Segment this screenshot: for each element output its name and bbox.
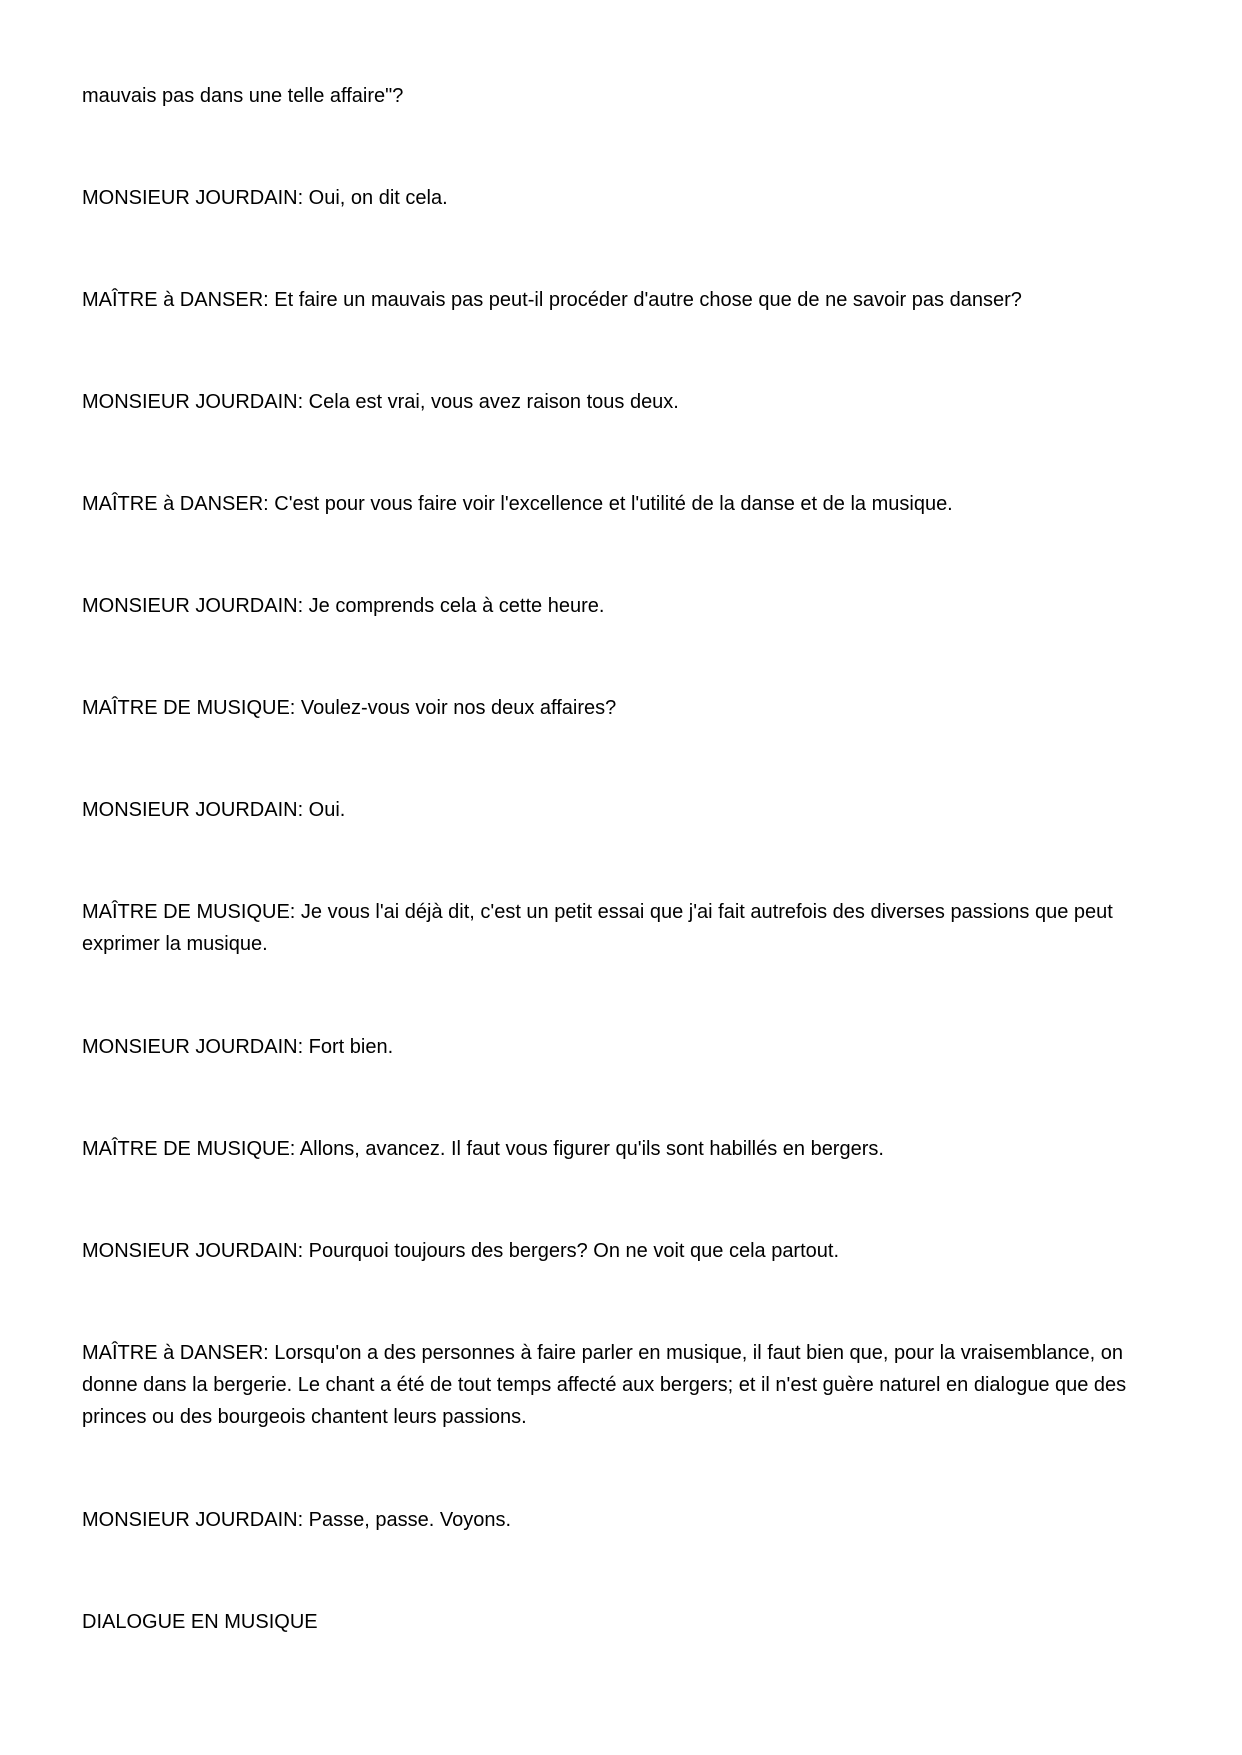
dialogue-line: MAÎTRE à DANSER: Lorsqu'on a des personnes à faire parler en musique, il faut bien que, pour la vraisemblance, on donne dans la bergerie. Le chant a été de tout temps affecté aux bergers; et il n'est guère naturel en dialogue que des princes ou des bourgeois chantent leurs passions. <box>82 1342 1127 1428</box>
dialogue-line: MONSIEUR JOURDAIN: Oui. <box>82 799 346 821</box>
dialogue-line: MONSIEUR JOURDAIN: Cela est vrai, vous avez raison tous deux. <box>82 391 679 413</box>
dialogue-line: MAÎTRE à DANSER: Et faire un mauvais pas peut-il procéder d'autre chose que de ne savoir pas danser? <box>82 289 1022 311</box>
dialogue-line: MONSIEUR JOURDAIN: Passe, passe. Voyons. <box>82 1509 512 1531</box>
dialogue-line: MAÎTRE à DANSER: C'est pour vous faire voir l'excellence et l'utilité de la danse et de la musique. <box>82 493 953 515</box>
dialogue-line: MONSIEUR JOURDAIN: Je comprends cela à cette heure. <box>82 595 605 617</box>
dialogue-line: MONSIEUR JOURDAIN: Fort bien. <box>82 1036 394 1058</box>
paragraph: mauvais pas dans une telle affaire"? <box>82 85 404 107</box>
dialogue-line: MAÎTRE DE MUSIQUE: Allons, avancez. Il faut vous figurer qu'ils sont habillés en bergers. <box>82 1138 884 1160</box>
dialogue-line: MAÎTRE DE MUSIQUE: Voulez-vous voir nos deux affaires? <box>82 697 617 719</box>
dialogue-line: MONSIEUR JOURDAIN: Pourquoi toujours des bergers? On ne voit que cela partout. <box>82 1240 840 1262</box>
section-heading: DIALOGUE EN MUSIQUE <box>82 1611 318 1633</box>
dialogue-line: MONSIEUR JOURDAIN: Oui, on dit cela. <box>82 187 448 209</box>
dialogue-line: MAÎTRE DE MUSIQUE: Je vous l'ai déjà dit, c'est un petit essai que j'ai fait autrefois des diverses passions que peut exprimer la musique. <box>82 901 1113 955</box>
